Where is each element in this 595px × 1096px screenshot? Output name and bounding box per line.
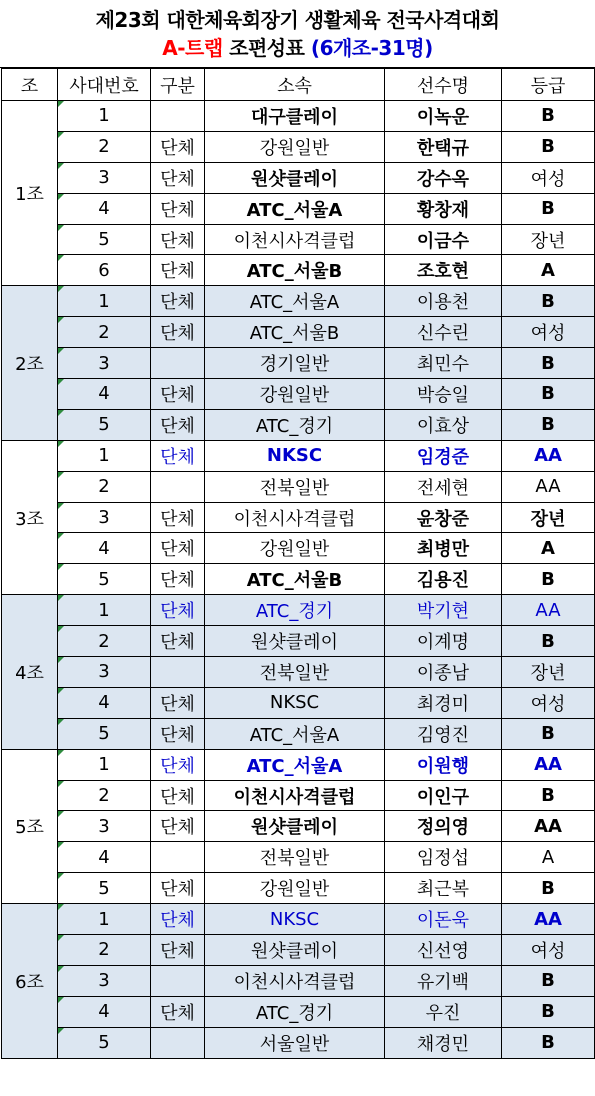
table-row — [2, 131, 595, 162]
club-name: 강원일반 — [205, 873, 385, 904]
player-grade: 여성 — [502, 317, 595, 348]
player-name: 이종남 — [385, 657, 502, 688]
club-name: 전북일반 — [205, 842, 385, 873]
player-name: 황창재 — [385, 193, 502, 224]
station-number: 1 — [58, 595, 151, 626]
entry-type: 단체 — [151, 873, 205, 904]
player-name: 최민수 — [385, 348, 502, 379]
station-number: 1 — [58, 101, 151, 132]
station-number: 3 — [58, 657, 151, 688]
table-row — [2, 687, 595, 718]
station-number: 5 — [58, 873, 151, 904]
station-number: 1 — [58, 904, 151, 935]
table-row — [2, 718, 595, 749]
entry-type: 단체 — [151, 224, 205, 255]
table-row — [2, 749, 595, 780]
header-grade: 등급 — [502, 69, 595, 101]
player-grade: AA — [502, 595, 595, 626]
table-row — [2, 471, 595, 502]
group-label: 6조 — [2, 904, 58, 1058]
player-name: 박기현 — [385, 595, 502, 626]
station-number: 2 — [58, 317, 151, 348]
player-grade: A — [502, 842, 595, 873]
header-row — [2, 69, 595, 101]
group-label: 2조 — [2, 286, 58, 440]
station-number: 3 — [58, 162, 151, 193]
station-number: 3 — [58, 965, 151, 996]
entry-type: 단체 — [151, 379, 205, 410]
entry-type: 단체 — [151, 811, 205, 842]
title-summary: (6개조-31명) — [310, 36, 433, 60]
entry-type — [151, 348, 205, 379]
entry-type: 단체 — [151, 286, 205, 317]
title-event: A-트랩 — [162, 36, 223, 60]
club-name: 전북일반 — [205, 471, 385, 502]
table-row — [2, 286, 595, 317]
table-row — [2, 811, 595, 842]
entry-type — [151, 657, 205, 688]
entry-type — [151, 965, 205, 996]
player-name: 신선영 — [385, 935, 502, 966]
player-grade: 장년 — [502, 224, 595, 255]
table-row — [2, 1027, 595, 1058]
title-line1: 제23회 대한체육회장기 생활체육 전국사격대회 — [95, 8, 500, 32]
club-name: ATC_서울A — [205, 286, 385, 317]
player-name: 이녹운 — [385, 101, 502, 132]
station-number: 1 — [58, 749, 151, 780]
entry-type: 단체 — [151, 935, 205, 966]
player-name: 이금수 — [385, 224, 502, 255]
entry-type: 단체 — [151, 440, 205, 471]
station-number: 4 — [58, 842, 151, 873]
club-name: 이천시사격클럽 — [205, 502, 385, 533]
station-number: 4 — [58, 379, 151, 410]
station-number: 3 — [58, 502, 151, 533]
player-name: 임정섭 — [385, 842, 502, 873]
player-name: 김영진 — [385, 718, 502, 749]
player-grade: B — [502, 873, 595, 904]
club-name: ATC_서울A — [205, 193, 385, 224]
club-name: 원샷클레이 — [205, 162, 385, 193]
player-grade: B — [502, 131, 595, 162]
table-row — [2, 965, 595, 996]
player-grade: B — [502, 780, 595, 811]
player-name: 최경미 — [385, 687, 502, 718]
station-number: 5 — [58, 224, 151, 255]
entry-type — [151, 1027, 205, 1058]
group-label: 5조 — [2, 749, 58, 903]
entry-type — [151, 842, 205, 873]
club-name: ATC_경기 — [205, 996, 385, 1027]
player-grade: AA — [502, 440, 595, 471]
group-label: 4조 — [2, 595, 58, 749]
entry-type: 단체 — [151, 749, 205, 780]
group-label: 1조 — [2, 101, 58, 286]
player-name: 윤창준 — [385, 502, 502, 533]
table-row — [2, 935, 595, 966]
club-name: 원샷클레이 — [205, 935, 385, 966]
station-number: 1 — [58, 286, 151, 317]
entry-type: 단체 — [151, 780, 205, 811]
club-name: 원샷클레이 — [205, 626, 385, 657]
player-grade: B — [502, 348, 595, 379]
player-name: 조호현 — [385, 255, 502, 286]
station-number: 3 — [58, 811, 151, 842]
club-name: 이천시사격클럽 — [205, 965, 385, 996]
table-row — [2, 193, 595, 224]
player-grade: 여성 — [502, 162, 595, 193]
entry-type: 단체 — [151, 409, 205, 440]
header-player: 선수명 — [385, 69, 502, 101]
player-name: 우진 — [385, 996, 502, 1027]
table-row — [2, 162, 595, 193]
title-line2 — [0, 34, 595, 62]
station-number: 5 — [58, 718, 151, 749]
station-number: 5 — [58, 564, 151, 595]
player-grade: 장년 — [502, 657, 595, 688]
club-name: 이천시사격클럽 — [205, 780, 385, 811]
table-row — [2, 842, 595, 873]
title-block — [0, 0, 595, 68]
club-name: 원샷클레이 — [205, 811, 385, 842]
station-number: 2 — [58, 471, 151, 502]
entry-type: 단체 — [151, 718, 205, 749]
club-name: NKSC — [205, 687, 385, 718]
club-name: ATC_경기 — [205, 409, 385, 440]
header-club: 소속 — [205, 69, 385, 101]
station-number: 2 — [58, 131, 151, 162]
player-name: 이원행 — [385, 749, 502, 780]
table-row — [2, 502, 595, 533]
player-grade: B — [502, 965, 595, 996]
player-name: 이인구 — [385, 780, 502, 811]
table-row — [2, 379, 595, 410]
player-name: 유기백 — [385, 965, 502, 996]
station-number: 4 — [58, 996, 151, 1027]
player-grade: A — [502, 255, 595, 286]
player-grade: B — [502, 1027, 595, 1058]
station-number: 5 — [58, 409, 151, 440]
player-name: 전세현 — [385, 471, 502, 502]
club-name: 경기일반 — [205, 348, 385, 379]
header-group: 조 — [2, 69, 58, 101]
player-name: 강수옥 — [385, 162, 502, 193]
station-number: 2 — [58, 780, 151, 811]
player-grade: AA — [502, 471, 595, 502]
table-row — [2, 255, 595, 286]
club-name: ATC_서울B — [205, 564, 385, 595]
player-name: 이돈욱 — [385, 904, 502, 935]
table-row — [2, 224, 595, 255]
table-row — [2, 780, 595, 811]
player-name: 이효상 — [385, 409, 502, 440]
club-name: ATC_서울A — [205, 749, 385, 780]
player-grade: B — [502, 286, 595, 317]
table-row — [2, 348, 595, 379]
player-name: 최근복 — [385, 873, 502, 904]
table-body — [2, 101, 595, 1059]
player-grade: 장년 — [502, 502, 595, 533]
player-name: 신수린 — [385, 317, 502, 348]
station-number: 2 — [58, 626, 151, 657]
player-grade: A — [502, 533, 595, 564]
player-grade: 여성 — [502, 935, 595, 966]
club-name: NKSC — [205, 440, 385, 471]
station-number: 1 — [58, 440, 151, 471]
entry-type — [151, 101, 205, 132]
entry-type — [151, 471, 205, 502]
entry-type: 단체 — [151, 317, 205, 348]
table-row — [2, 873, 595, 904]
club-name: ATC_경기 — [205, 595, 385, 626]
group-label: 3조 — [2, 440, 58, 594]
club-name: ATC_서울B — [205, 317, 385, 348]
club-name: 이천시사격클럽 — [205, 224, 385, 255]
table-row — [2, 533, 595, 564]
player-grade: AA — [502, 749, 595, 780]
station-number: 4 — [58, 687, 151, 718]
title-table-name: 조편성표 — [222, 36, 311, 60]
player-name: 한택규 — [385, 131, 502, 162]
player-name: 임경준 — [385, 440, 502, 471]
entry-type: 단체 — [151, 687, 205, 718]
club-name: 서울일반 — [205, 1027, 385, 1058]
player-grade: B — [502, 626, 595, 657]
station-number: 5 — [58, 1027, 151, 1058]
player-grade: B — [502, 996, 595, 1027]
table-row — [2, 564, 595, 595]
station-number: 6 — [58, 255, 151, 286]
player-grade: B — [502, 193, 595, 224]
table-row — [2, 317, 595, 348]
squad-table — [1, 68, 595, 1059]
club-name: ATC_서울A — [205, 718, 385, 749]
player-name: 이용천 — [385, 286, 502, 317]
station-number: 3 — [58, 348, 151, 379]
entry-type: 단체 — [151, 533, 205, 564]
club-name: NKSC — [205, 904, 385, 935]
entry-type: 단체 — [151, 904, 205, 935]
club-name: 대구클레이 — [205, 101, 385, 132]
header-type: 구분 — [151, 69, 205, 101]
table-row — [2, 996, 595, 1027]
entry-type: 단체 — [151, 131, 205, 162]
entry-type: 단체 — [151, 564, 205, 595]
player-name: 김용진 — [385, 564, 502, 595]
table-row — [2, 409, 595, 440]
player-grade: B — [502, 718, 595, 749]
station-number: 4 — [58, 533, 151, 564]
entry-type: 단체 — [151, 162, 205, 193]
table-row — [2, 904, 595, 935]
entry-type: 단체 — [151, 626, 205, 657]
player-name: 최병만 — [385, 533, 502, 564]
entry-type: 단체 — [151, 595, 205, 626]
club-name: 강원일반 — [205, 533, 385, 564]
header-station: 사대번호 — [58, 69, 151, 101]
table-row — [2, 626, 595, 657]
player-name: 채경민 — [385, 1027, 502, 1058]
entry-type: 단체 — [151, 193, 205, 224]
player-grade: B — [502, 564, 595, 595]
table-row — [2, 595, 595, 626]
station-number: 4 — [58, 193, 151, 224]
club-name: 전북일반 — [205, 657, 385, 688]
player-grade: B — [502, 101, 595, 132]
player-name: 이계명 — [385, 626, 502, 657]
entry-type: 단체 — [151, 996, 205, 1027]
table-row — [2, 101, 595, 132]
table-row — [2, 440, 595, 471]
club-name: ATC_서울B — [205, 255, 385, 286]
station-number: 2 — [58, 935, 151, 966]
club-name: 강원일반 — [205, 131, 385, 162]
table-row — [2, 657, 595, 688]
player-grade: AA — [502, 811, 595, 842]
player-grade: B — [502, 379, 595, 410]
entry-type: 단체 — [151, 502, 205, 533]
player-grade: B — [502, 409, 595, 440]
player-grade: AA — [502, 904, 595, 935]
club-name: 강원일반 — [205, 379, 385, 410]
player-grade: 여성 — [502, 687, 595, 718]
entry-type: 단체 — [151, 255, 205, 286]
player-name: 정의영 — [385, 811, 502, 842]
player-name: 박승일 — [385, 379, 502, 410]
